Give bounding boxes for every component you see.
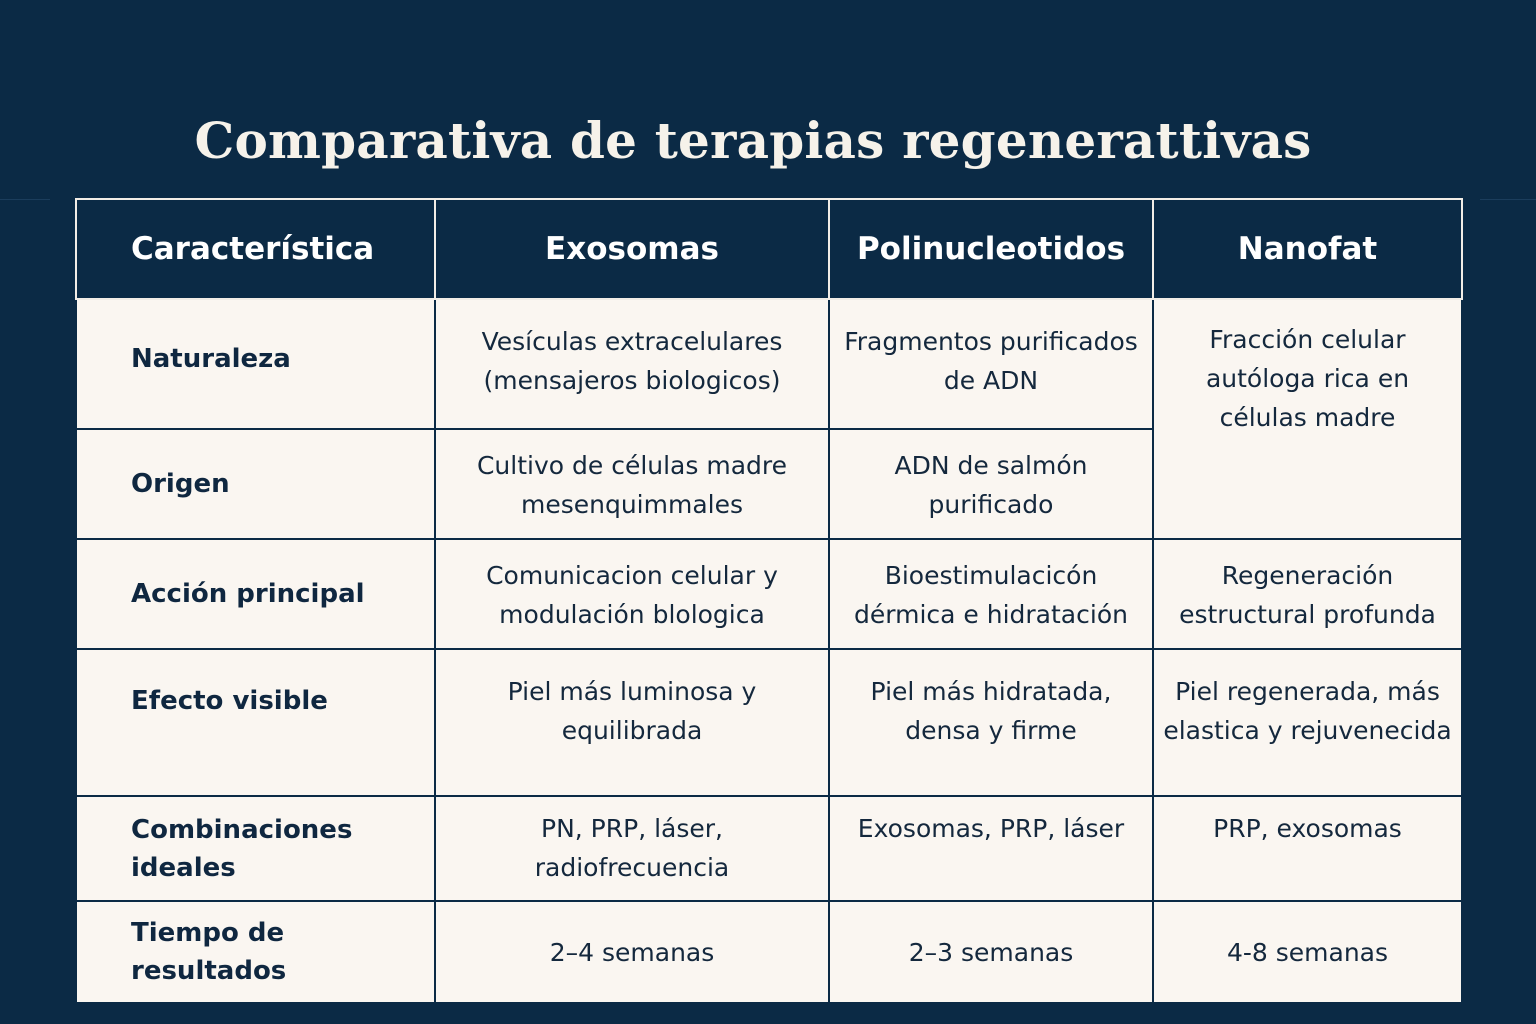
row-label-text: Acción principal: [131, 579, 365, 609]
table-row-tiempo: [76, 901, 1462, 1003]
cell-accion-exosomas: [435, 539, 829, 649]
column-header-exosomas: Exosomas: [435, 199, 829, 299]
page-title: Comparativa de terapias regenerattivas: [194, 110, 1312, 170]
table-header-row: [76, 199, 1462, 299]
row-label-text: Combinaciones ideales: [131, 815, 353, 883]
cell-text: Fragmentos purificados de ADN: [844, 327, 1138, 395]
cell-origen-exosomas: [435, 429, 829, 539]
row-label-naturaleza: [76, 299, 435, 429]
cell-naturaleza-polinucleotidos: [829, 299, 1153, 429]
cell-text: Bioestimulacicón dérmica e hidratación: [854, 561, 1128, 629]
row-label-combinaciones: [76, 796, 435, 901]
column-header-nanofat: Nanofat: [1153, 199, 1462, 299]
comparison-table: [75, 198, 1463, 1004]
row-label-text: Efecto visible: [131, 686, 328, 716]
row-label-tiempo: [76, 901, 435, 1003]
cell-tiempo-exosomas: [435, 901, 829, 1003]
table-row-combinaciones: [76, 796, 1462, 901]
divider-left: [0, 199, 50, 200]
cell-text: Piel más luminosa y equilibrada: [507, 677, 757, 745]
cell-text: Piel más hidratada, densa y firme: [870, 677, 1112, 745]
row-label-text: Naturaleza: [131, 344, 291, 374]
cell-combinaciones-exosomas: [435, 796, 829, 901]
cell-text: Exosomas, PRP, láser: [857, 814, 1125, 843]
cell-naturaleza-origen-nanofat: [1153, 299, 1462, 539]
cell-text: PRP, exosomas: [1213, 814, 1402, 843]
row-label-origen: [76, 429, 435, 539]
cell-text: 2–3 semanas: [908, 937, 1074, 967]
row-label-text: Origen: [131, 469, 230, 499]
cell-naturaleza-exosomas: [435, 299, 829, 429]
cell-text: ADN de salmón purificado: [894, 451, 1088, 519]
column-header-polinucleotidos: Polinucleotidos: [829, 199, 1153, 299]
row-label-text: Tiempo de resultados: [131, 918, 287, 986]
cell-text: Vesículas extracelulares (mensajeros biologicos): [481, 327, 783, 395]
cell-accion-nanofat: [1153, 539, 1462, 649]
table-row-naturaleza: [76, 299, 1462, 429]
row-label-accion: [76, 539, 435, 649]
cell-origen-polinucleotidos: [829, 429, 1153, 539]
row-label-efecto: [76, 649, 435, 796]
table-row-accion: [76, 539, 1462, 649]
cell-tiempo-polinucleotidos: [829, 901, 1153, 1003]
cell-text: Comunicacion celular y modulación blologica: [486, 561, 778, 629]
cell-text: Piel regenerada, más elastica y rejuvenecida: [1163, 677, 1452, 745]
table-row-efecto: [76, 649, 1462, 796]
cell-text: PN, PRP, láser, radiofrecuencia: [534, 814, 730, 882]
cell-combinaciones-nanofat: [1153, 796, 1462, 901]
divider-right: [1480, 199, 1536, 200]
cell-text: 4-8 semanas: [1226, 937, 1389, 967]
cell-efecto-exosomas: [435, 649, 829, 796]
cell-text: 2–4 semanas: [549, 937, 715, 967]
cell-combinaciones-polinucleotidos: [829, 796, 1153, 901]
cell-efecto-polinucleotidos: [829, 649, 1153, 796]
cell-tiempo-nanofat: [1153, 901, 1462, 1003]
cell-efecto-nanofat: [1153, 649, 1462, 796]
cell-text: Cultivo de células madre mesenquimmales: [476, 451, 788, 519]
cell-accion-polinucleotidos: [829, 539, 1153, 649]
column-header-caracteristica: Característica: [76, 199, 435, 299]
cell-text: Fracción celular autóloga rica en células madre: [1205, 325, 1410, 432]
cell-text: Regeneración estructural profunda: [1179, 561, 1436, 629]
